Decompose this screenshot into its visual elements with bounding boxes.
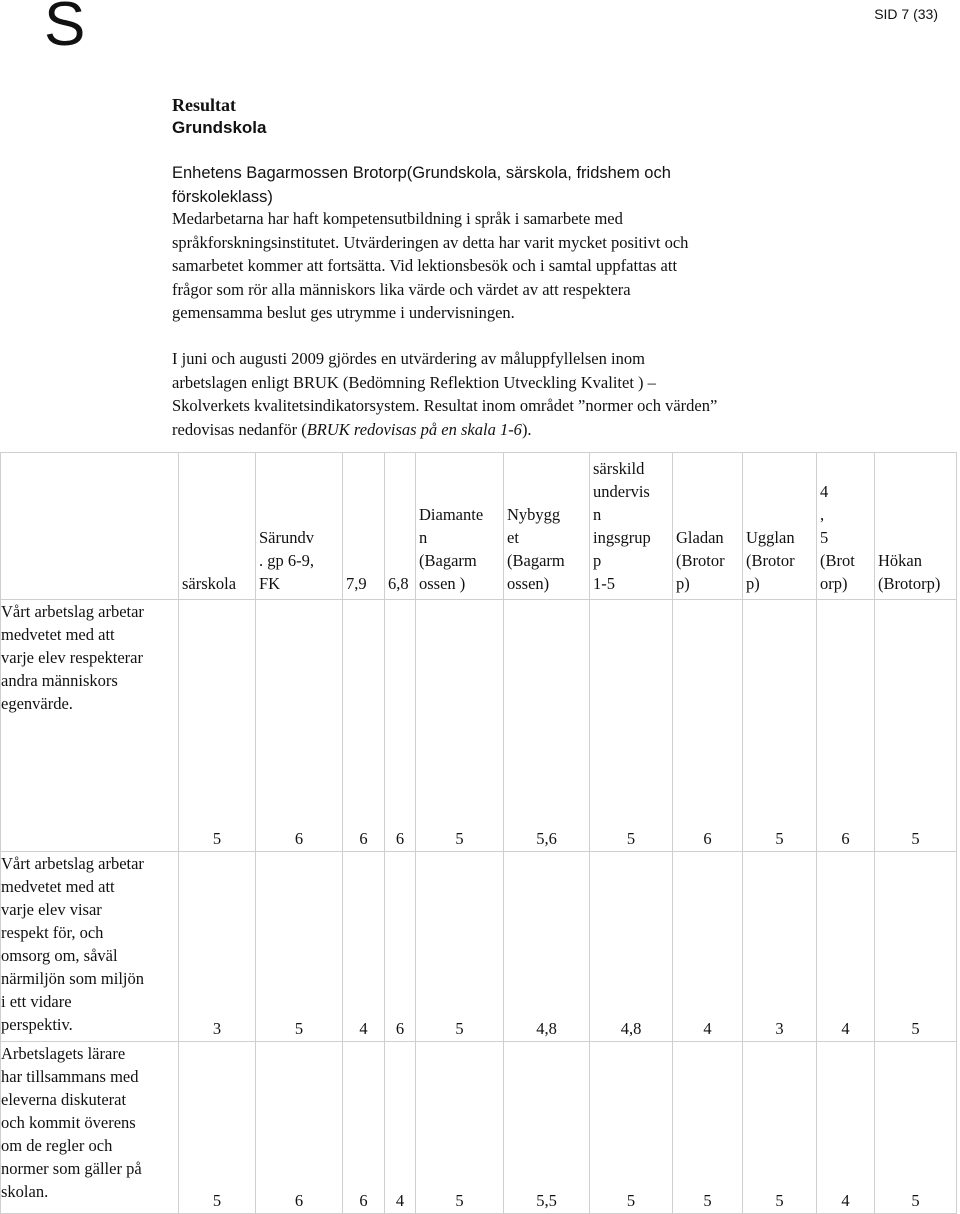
column-header-line: 4 bbox=[820, 482, 829, 501]
score-cell: 5,6 bbox=[504, 600, 590, 852]
score-cell: 5 bbox=[590, 600, 673, 852]
score-cell: 5 bbox=[673, 1042, 743, 1214]
column-header bbox=[673, 453, 743, 600]
row-label-line: perspektiv. bbox=[1, 1015, 73, 1034]
paragraph-line-text: redovisas nedanför (BRUK redovisas på en skala 1-6). bbox=[172, 419, 532, 439]
paragraph-competence bbox=[172, 207, 852, 325]
score-cell: 4,8 bbox=[504, 852, 590, 1042]
column-header-line: , bbox=[820, 505, 825, 524]
row-label-line: varje elev visar bbox=[1, 900, 102, 919]
column-header-line: (Brotor bbox=[746, 551, 795, 570]
paragraph-line: frågor som rör alla människors lika värde och värdet av att respektera bbox=[172, 279, 631, 299]
row-label-line: om de regler och bbox=[1, 1136, 113, 1155]
row-label-line: egenvärde. bbox=[1, 694, 73, 713]
row-label-line: varje elev respekterar bbox=[1, 648, 143, 667]
paragraph-line: arbetslagen enligt BRUK (Bedömning Reflektion Utveckling Kvalitet ) – bbox=[172, 372, 656, 392]
score-cell: 6 bbox=[256, 600, 343, 852]
row-label-line: närmiljön som miljön bbox=[1, 969, 144, 988]
column-header bbox=[343, 453, 385, 600]
score-cell: 6 bbox=[343, 600, 385, 852]
score-cell: 4 bbox=[817, 1042, 875, 1214]
column-header-line: ossen ) bbox=[419, 574, 466, 593]
row-label bbox=[1, 1042, 179, 1214]
score-cell: 6 bbox=[673, 600, 743, 852]
row-label bbox=[1, 852, 179, 1042]
column-header-line: 5 bbox=[820, 528, 829, 547]
score-cell: 5 bbox=[256, 852, 343, 1042]
paragraph-line: Medarbetarna har haft kompetensutbildning i språk i samarbete med bbox=[172, 209, 623, 228]
score-cell: 6 bbox=[385, 852, 416, 1042]
column-header-line: . gp 6-9, bbox=[259, 551, 314, 570]
intro-line: Enhetens Bagarmossen Brotorp(Grundskola, särskola, fridshem och bbox=[172, 164, 671, 182]
column-header-line: p) bbox=[676, 574, 690, 593]
column-header bbox=[256, 453, 343, 600]
column-header bbox=[817, 453, 875, 600]
score-cell: 6 bbox=[817, 600, 875, 852]
column-header-line: ossen) bbox=[507, 574, 550, 593]
column-header-line: n bbox=[419, 528, 428, 547]
column-header-line: (Bagarm bbox=[507, 551, 565, 570]
intro-line: förskoleklass) bbox=[172, 187, 273, 206]
column-header-line: Diamante bbox=[419, 505, 484, 524]
score-cell: 4,8 bbox=[590, 852, 673, 1042]
column-header-line: et bbox=[507, 528, 519, 547]
row-label-line: och kommit överens bbox=[1, 1113, 136, 1132]
score-cell: 5 bbox=[743, 600, 817, 852]
score-cell: 6 bbox=[385, 600, 416, 852]
score-cell: 5 bbox=[743, 1042, 817, 1214]
intro-text bbox=[172, 162, 852, 209]
score-cell: 4 bbox=[817, 852, 875, 1042]
table-row bbox=[1, 600, 957, 852]
column-header-line: p bbox=[593, 551, 602, 570]
column-header bbox=[385, 453, 416, 600]
paragraph-evaluation bbox=[172, 347, 872, 441]
column-header-line: (Brotor bbox=[676, 551, 725, 570]
score-cell: 5 bbox=[416, 1042, 504, 1214]
row-label-line: har tillsammans med bbox=[1, 1067, 139, 1086]
column-header-line: ingsgrup bbox=[593, 528, 651, 547]
column-header bbox=[743, 453, 817, 600]
column-header bbox=[875, 453, 957, 600]
score-cell: 5 bbox=[590, 1042, 673, 1214]
row-label-line: i ett vidare bbox=[1, 992, 72, 1011]
column-header-line: (Bagarm bbox=[419, 551, 477, 570]
score-cell: 5,5 bbox=[504, 1042, 590, 1214]
paragraph-line: gemensamma beslut ges utrymme i undervisningen. bbox=[172, 303, 515, 322]
table-header-row bbox=[1, 453, 957, 600]
paragraph-line: språkforskningsinstitutet. Utvärderingen av detta har varit mycket positivt och bbox=[172, 232, 689, 252]
score-cell: 4 bbox=[673, 852, 743, 1042]
column-header-line: 1-5 bbox=[593, 574, 615, 593]
column-header-line: (Brot bbox=[820, 551, 855, 570]
row-label-line: eleverna diskuterat bbox=[1, 1090, 127, 1109]
score-cell: 5 bbox=[875, 600, 957, 852]
section-heading: Resultat bbox=[172, 95, 236, 115]
column-header-line: (Brotorp) bbox=[878, 574, 941, 593]
score-cell: 5 bbox=[875, 852, 957, 1042]
row-label-line: respekt för, och bbox=[1, 923, 104, 942]
column-header-line: Särundv bbox=[259, 528, 314, 547]
column-header-line: Hökan bbox=[878, 551, 922, 570]
score-cell: 5 bbox=[179, 1042, 256, 1214]
score-cell: 6 bbox=[256, 1042, 343, 1214]
score-cell: 5 bbox=[179, 600, 256, 852]
column-header-line: p) bbox=[746, 574, 760, 593]
results-table bbox=[0, 452, 957, 1214]
column-header-line: n bbox=[593, 505, 602, 524]
paragraph-line: samarbetet kommer att fortsätta. Vid lektionsbesök och i samtal uppfattas att bbox=[172, 256, 678, 275]
row-label-line: medvetet med att bbox=[1, 877, 115, 896]
column-header-line: FK bbox=[259, 574, 281, 593]
score-cell: 5 bbox=[416, 852, 504, 1042]
column-header-line: 7,9 bbox=[346, 574, 367, 593]
column-header-line: särskild bbox=[593, 459, 645, 478]
row-label-line: normer som gäller på bbox=[1, 1159, 142, 1178]
column-header bbox=[179, 453, 256, 600]
row-label-line: andra människors bbox=[1, 671, 118, 690]
row-label-line: omsorg om, såväl bbox=[1, 946, 118, 965]
column-header bbox=[504, 453, 590, 600]
column-header-line: orp) bbox=[820, 574, 848, 593]
column-header-line: 6,8 bbox=[388, 574, 409, 593]
column-header-line: Nybygg bbox=[507, 505, 561, 524]
score-cell: 3 bbox=[179, 852, 256, 1042]
score-cell: 4 bbox=[385, 1042, 416, 1214]
column-header-line: undervis bbox=[593, 482, 650, 501]
row-label-line: skolan. bbox=[1, 1182, 49, 1201]
column-header-line: Ugglan bbox=[746, 528, 795, 547]
row-label-line: medvetet med att bbox=[1, 625, 115, 644]
row-label-line: Arbetslagets lärare bbox=[1, 1044, 126, 1063]
paragraph-line: Skolverkets kvalitetsindikatorsystem. Resultat inom området ”normer och värden” bbox=[172, 396, 718, 415]
paragraph-line: I juni och augusti 2009 gjördes en utvärdering av måluppfyllelsen inom bbox=[172, 349, 645, 368]
section-subheading: Grundskola bbox=[172, 118, 267, 137]
score-cell: 4 bbox=[343, 852, 385, 1042]
paragraph-line bbox=[172, 418, 872, 442]
column-header bbox=[590, 453, 673, 600]
row-label-line: Vårt arbetslag arbetar bbox=[1, 602, 144, 621]
table-row bbox=[1, 1042, 957, 1214]
row-label-line: Vårt arbetslag arbetar bbox=[1, 854, 144, 873]
score-cell: 3 bbox=[743, 852, 817, 1042]
score-cell: 5 bbox=[416, 600, 504, 852]
column-header bbox=[416, 453, 504, 600]
page-number: SID 7 (33) bbox=[874, 6, 938, 22]
row-label bbox=[1, 600, 179, 852]
column-header-line: Gladan bbox=[676, 528, 724, 547]
column-header-line: särskola bbox=[182, 574, 237, 593]
header-corner-cell bbox=[1, 453, 179, 600]
table-row bbox=[1, 852, 957, 1042]
logo-letter: S bbox=[44, 0, 86, 59]
score-cell: 6 bbox=[343, 1042, 385, 1214]
score-cell: 5 bbox=[875, 1042, 957, 1214]
